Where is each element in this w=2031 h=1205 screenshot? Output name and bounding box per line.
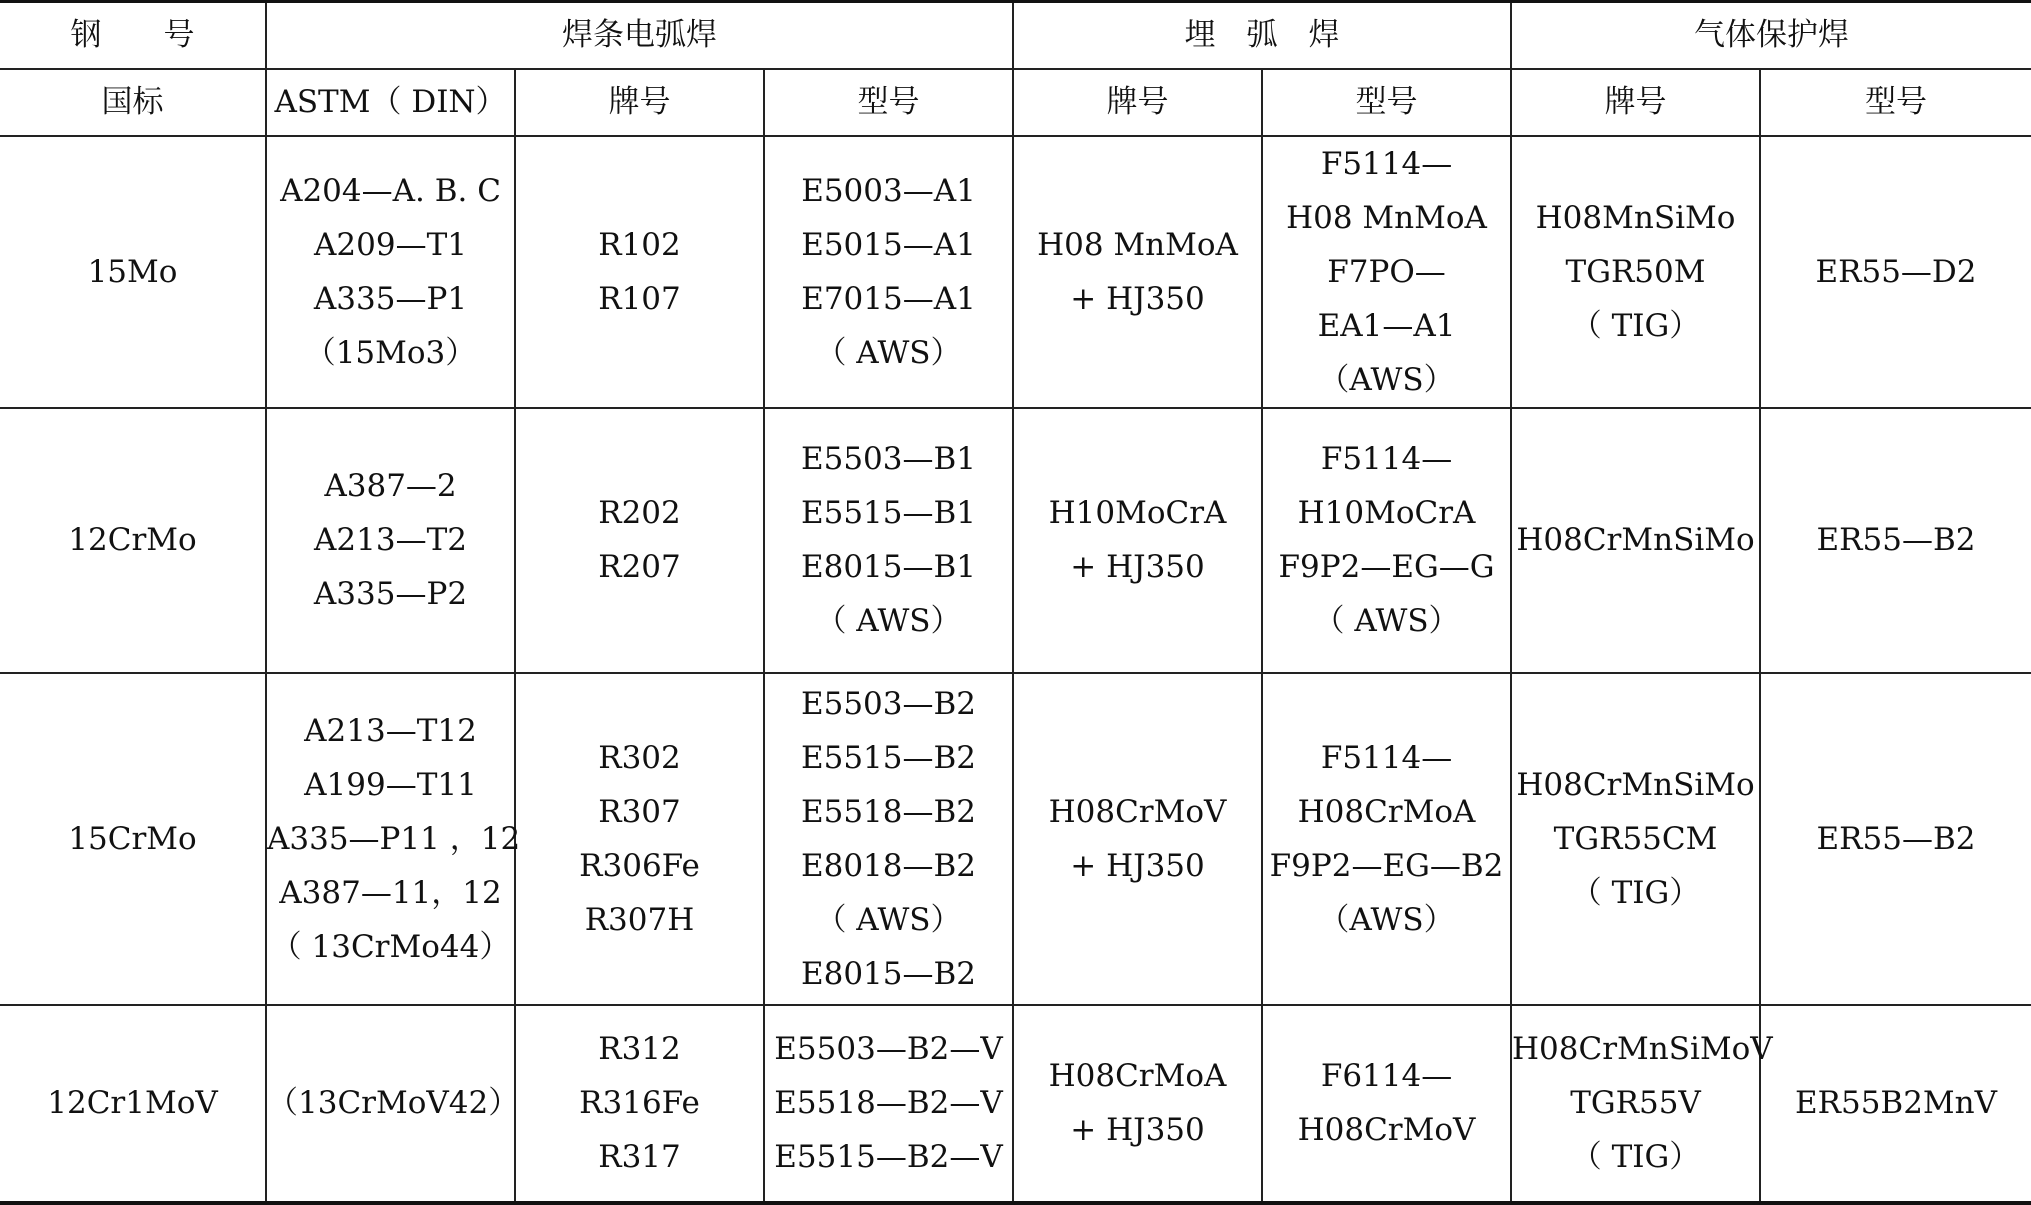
cell-saw-brand: [1013, 136, 1262, 408]
table-row: [0, 673, 2031, 1005]
cell-gb: [0, 673, 266, 1005]
header-gas-model: 型号: [1760, 69, 2031, 136]
header-steel: 钢 号: [0, 2, 266, 69]
cell-gas-brand: [1511, 408, 1760, 673]
cell-line: A213—T2: [314, 522, 467, 558]
cell-electrode-model: [764, 1005, 1013, 1203]
cell-line: H08CrMoA: [1048, 1058, 1227, 1094]
cell-gb: [0, 136, 266, 408]
header-saw-model: 型号: [1262, 69, 1511, 136]
cell-line: A213—T12: [304, 712, 477, 749]
cell-line: H08CrMoV: [1048, 793, 1227, 830]
cell-line: E8015—B1: [800, 549, 977, 585]
cell-electrode-model: [764, 408, 1013, 673]
cell-line: R317: [598, 1139, 681, 1175]
cell-electrode-brand: [515, 673, 764, 1005]
cell-line: ER55—B2: [1816, 522, 1976, 558]
table-row: [0, 1005, 2031, 1203]
header-astm-din: ASTM（ DIN）: [266, 69, 515, 136]
cell-line: （ TIG）: [1570, 874, 1701, 911]
cell-line: R102: [598, 226, 681, 263]
cell-astm: [266, 408, 515, 673]
cell-line: F5114—: [1320, 441, 1453, 477]
cell-line: E5503—B2: [800, 685, 977, 722]
cell-line: A335—P11 ，12: [267, 820, 521, 857]
cell-gas-model: [1760, 1005, 2031, 1203]
cell-line: （ TIG）: [1570, 1139, 1701, 1175]
cell-line: A335—P2: [313, 576, 468, 612]
cell-line: R316Fe: [579, 1085, 700, 1121]
header-electrode-arc-welding: 焊条电弧焊: [266, 2, 1013, 69]
cell-electrode-model: [764, 136, 1013, 408]
cell-line: E5515—B2: [800, 739, 977, 776]
cell-line: （13CrMoV42）: [267, 1085, 520, 1121]
cell-line: E5503—B1: [800, 441, 977, 477]
cell-line: ER55—D2: [1815, 253, 1977, 290]
cell-saw-brand: [1013, 673, 1262, 1005]
cell-gas-brand: [1511, 136, 1760, 408]
cell-line: （ 13CrMo44）: [270, 928, 511, 965]
cell-line: E8018—B2: [800, 847, 977, 884]
cell-line: F5114—: [1320, 145, 1453, 182]
cell-line: E5518—B2: [800, 793, 977, 830]
cell-saw-brand: [1013, 1005, 1262, 1203]
cell-line: F9P2—EG—B2: [1269, 847, 1504, 884]
cell-line: E5503—B2—V: [774, 1031, 1003, 1067]
cell-line: R207: [598, 549, 681, 585]
cell-line: 15CrMo: [68, 820, 197, 857]
cell-line: EA1—A1: [1317, 307, 1456, 344]
cell-electrode-brand: [515, 1005, 764, 1203]
cell-line: + HJ350: [1070, 549, 1205, 585]
cell-line: TGR50M: [1565, 253, 1706, 290]
cell-line: A209—T1: [314, 226, 467, 263]
header-gas-brand: 牌号: [1511, 69, 1760, 136]
cell-saw-model: [1262, 136, 1511, 408]
cell-line: R312: [598, 1031, 681, 1067]
cell-line: R107: [598, 280, 681, 317]
cell-line: E5515—B1: [800, 495, 977, 531]
cell-gas-model: [1760, 136, 2031, 408]
cell-line: 12CrMo: [68, 522, 197, 558]
cell-line: E5518—B2—V: [774, 1085, 1003, 1121]
header-gas-shielded-welding: 气体保护焊: [1511, 2, 2031, 69]
cell-line: H08CrMnSiMo: [1516, 766, 1755, 803]
cell-line: （ AWS）: [1313, 603, 1460, 639]
cell-gas-brand: [1511, 673, 1760, 1005]
cell-electrode-brand: [515, 136, 764, 408]
table-row: [0, 408, 2031, 673]
cell-line: R306Fe: [579, 847, 700, 884]
cell-line: H08CrMoV: [1297, 1112, 1476, 1148]
header-submerged-arc-welding: 埋 弧 焊: [1013, 2, 1511, 69]
cell-line: R202: [598, 495, 681, 531]
cell-line: ER55—B2: [1816, 820, 1976, 857]
cell-saw-brand: [1013, 408, 1262, 673]
cell-line: F9P2—EG—G: [1278, 549, 1495, 585]
cell-line: R307: [598, 793, 681, 830]
cell-gas-model: [1760, 408, 2031, 673]
cell-line: （15Mo3）: [304, 334, 477, 371]
cell-gb: [0, 408, 266, 673]
cell-line: + HJ350: [1070, 1112, 1205, 1148]
cell-astm: [266, 673, 521, 1005]
cell-line: 12Cr1MoV: [47, 1085, 218, 1121]
header-saw-brand: 牌号: [1013, 69, 1262, 136]
cell-line: R307H: [584, 901, 695, 938]
cell-line: A387—11，12: [279, 874, 502, 911]
cell-line: H08 MnMoA: [1037, 226, 1238, 263]
cell-line: E5515—B2—V: [774, 1139, 1003, 1175]
cell-line: ER55B2MnV: [1795, 1085, 1998, 1121]
cell-gas-brand: [1511, 1005, 1773, 1203]
cell-line: H08 MnMoA: [1286, 199, 1487, 236]
cell-line: TGR55V: [1570, 1085, 1701, 1121]
cell-line: + HJ350: [1070, 280, 1205, 317]
cell-line: F6114—: [1320, 1058, 1453, 1094]
cell-gb: [0, 1005, 266, 1203]
cell-line: TGR55CM: [1553, 820, 1718, 857]
cell-saw-model: [1262, 673, 1511, 1005]
cell-line: A204—A. B. C: [280, 172, 501, 209]
cell-line: A199—T11: [304, 766, 477, 803]
cell-line: （AWS）: [1318, 901, 1455, 938]
cell-line: H10MoCrA: [1048, 495, 1227, 531]
cell-line: H10MoCrA: [1297, 495, 1476, 531]
header-electrode-model: 型号: [764, 69, 1013, 136]
cell-line: E5003—A1: [801, 172, 976, 209]
cell-gas-model: [1760, 673, 2031, 1005]
cell-line: （AWS）: [1318, 361, 1455, 398]
cell-line: F7PO—: [1327, 253, 1446, 290]
cell-astm: [266, 136, 515, 408]
cell-electrode-brand: [515, 408, 764, 673]
cell-electrode-model: [764, 673, 1013, 1005]
cell-line: H08CrMnSiMoV: [1512, 1031, 1773, 1067]
cell-line: E7015—A1: [801, 280, 976, 317]
cell-line: （ AWS）: [815, 334, 962, 371]
cell-line: （ AWS）: [815, 901, 962, 938]
header-electrode-brand: 牌号: [515, 69, 764, 136]
cell-line: + HJ350: [1070, 847, 1205, 884]
cell-line: A387—2: [324, 468, 457, 504]
header-gb: 国标: [0, 69, 266, 136]
cell-line: E8015—B2: [800, 955, 977, 992]
table-row: [0, 136, 2031, 408]
cell-saw-model: [1262, 1005, 1511, 1203]
cell-saw-model: [1262, 408, 1511, 673]
cell-line: （ AWS）: [815, 603, 962, 639]
cell-line: （ TIG）: [1570, 307, 1701, 344]
header-row-2: [0, 69, 2031, 136]
cell-line: R302: [598, 739, 681, 776]
cell-line: E5015—A1: [801, 226, 976, 263]
cell-line: H08CrMnSiMo: [1516, 522, 1755, 558]
cell-line: F5114—: [1320, 739, 1453, 776]
cell-line: H08CrMoA: [1297, 793, 1476, 830]
cell-line: H08MnSiMo: [1535, 199, 1736, 236]
cell-line: 15Mo: [87, 253, 178, 290]
header-row-1: [0, 2, 2031, 69]
cell-astm: [266, 1005, 520, 1203]
cell-line: A335—P1: [313, 280, 468, 317]
